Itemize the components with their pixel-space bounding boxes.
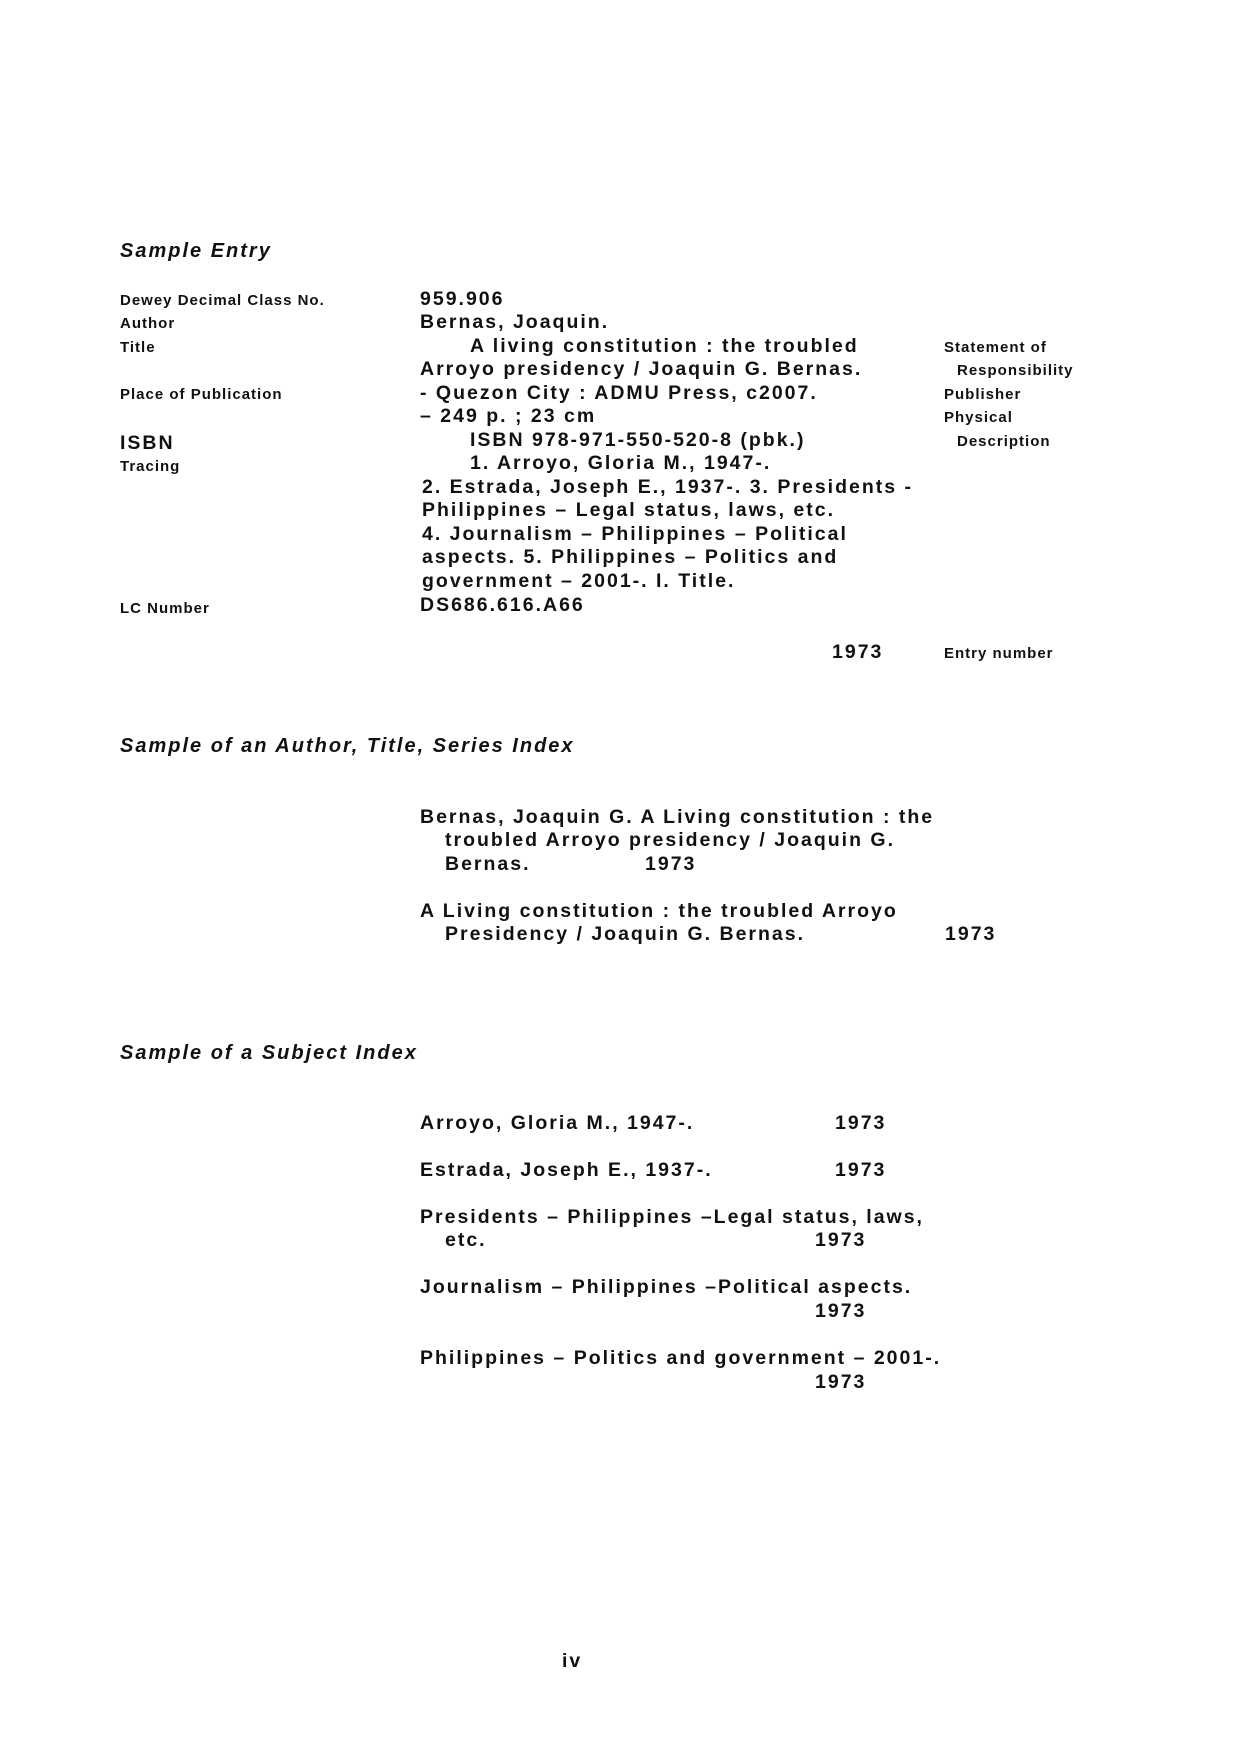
author-index-line: troubled Arroyo presidency / Joaquin G.	[445, 829, 896, 851]
value-title-line1: A living constitution : the troubled	[470, 335, 859, 357]
value-lc: DS686.616.A66	[420, 594, 585, 616]
tracing-line: 1. Arroyo, Gloria M., 1947-.	[470, 452, 772, 474]
tracing-line: government – 2001-. I. Title.	[422, 570, 736, 592]
label-statement-of: Statement of	[944, 339, 1047, 356]
tracing-line: Philippines – Legal status, laws, etc.	[422, 499, 836, 521]
author-index-line: Presidency / Joaquin G. Bernas.	[445, 923, 806, 945]
label-tracing: Tracing	[120, 458, 181, 475]
subject-entry-number: 1973	[835, 1159, 887, 1181]
subject-entry-text: Arroyo, Gloria M., 1947-.	[420, 1112, 695, 1134]
label-publisher: Publisher	[944, 386, 1022, 403]
subject-entry-number: 1973	[815, 1229, 867, 1251]
author-index-line: Bernas.	[445, 853, 531, 875]
subject-entry-number: 1973	[815, 1300, 867, 1322]
value-title-line2: Arroyo presidency / Joaquin G. Bernas.	[420, 358, 863, 380]
author-index-number: 1973	[645, 853, 697, 875]
value-ddc: 959.906	[420, 288, 505, 310]
author-index-number: 1973	[945, 923, 997, 945]
author-index-line: Bernas, Joaquin G. A Living constitution : the	[420, 806, 935, 828]
subject-entry-number: 1973	[835, 1112, 887, 1134]
tracing-line: 4. Journalism – Philippines – Political	[422, 523, 848, 545]
author-index-heading: Sample of an Author, Title, Series Index	[120, 735, 575, 757]
label-isbn: ISBN	[120, 432, 175, 454]
value-author: Bernas, Joaquin.	[420, 311, 610, 333]
subject-entry-text: Journalism – Philippines –Political aspects.	[420, 1276, 913, 1298]
value-place: - Quezon City : ADMU Press, c2007.	[420, 382, 818, 404]
tracing-line: 2. Estrada, Joseph E., 1937-. 3. Presidents -	[422, 476, 914, 498]
label-responsibility: Responsibility	[957, 362, 1074, 379]
label-author: Author	[120, 315, 176, 332]
label-physical: Physical	[944, 409, 1013, 426]
label-ddc: Dewey Decimal Class No.	[120, 292, 325, 309]
author-index-line: A Living constitution : the troubled Arroyo	[420, 900, 898, 922]
label-place: Place of Publication	[120, 386, 283, 403]
label-lc: LC Number	[120, 600, 210, 617]
subject-index-heading: Sample of a Subject Index	[120, 1042, 418, 1064]
value-isbn: ISBN 978-971-550-520-8 (pbk.)	[470, 429, 806, 451]
subject-entry-text: Philippines – Politics and government – 2001-.	[420, 1347, 942, 1369]
subject-entry-number: 1973	[815, 1371, 867, 1393]
label-description: Description	[957, 433, 1051, 450]
subject-entry-text: Presidents – Philippines –Legal status, laws,	[420, 1206, 924, 1228]
tracing-line: aspects. 5. Philippines – Politics and	[422, 546, 839, 568]
subject-entry-text: Estrada, Joseph E., 1937-.	[420, 1159, 713, 1181]
page-number: iv	[562, 1650, 583, 1672]
label-title: Title	[120, 339, 156, 356]
value-physical: – 249 p. ; 23 cm	[420, 405, 597, 427]
label-entry-number: Entry number	[944, 645, 1054, 662]
sample-entry-heading: Sample Entry	[120, 240, 272, 262]
subject-entry-text-cont: etc.	[445, 1229, 487, 1251]
value-entry-number: 1973	[832, 641, 884, 663]
